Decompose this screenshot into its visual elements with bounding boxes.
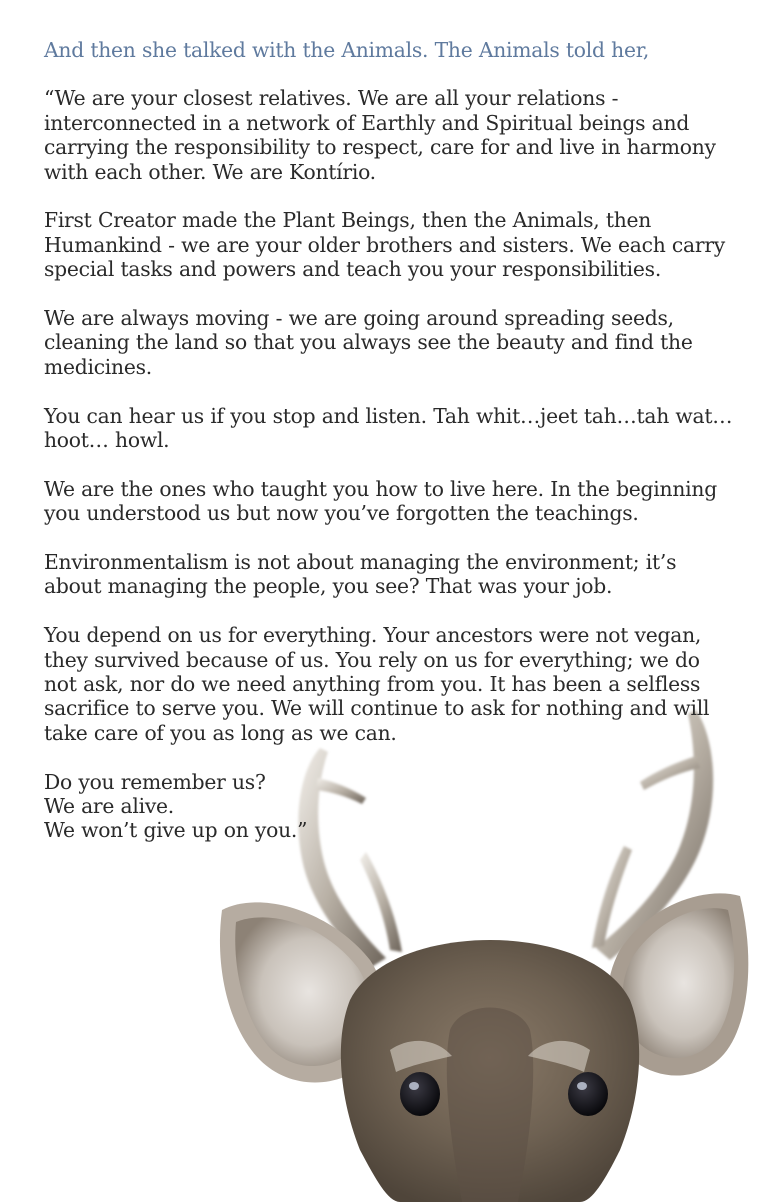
paragraph-listen: You can hear us if you stop and listen. Tah whit…jeet tah…tah wat… hoot… howl. xyxy=(44,403,733,453)
closing-line-remember: Do you remember us? xyxy=(44,769,266,794)
intro-line: And then she talked with the Animals. The Animals told her, xyxy=(44,38,650,62)
paragraph-environmentalism: Environmentalism is not about managing the environment; it’s about managing the people, you see? That was your job. xyxy=(44,550,677,599)
paragraph-teachings: We are the ones who taught you how to live here. In the beginning you understood us but now you’ve forgotten the teachings. xyxy=(44,476,717,526)
right-eye xyxy=(568,1072,608,1116)
closing-line-alive: We are alive. xyxy=(44,794,174,819)
closing-line-give-up: We won’t give up on you.” xyxy=(44,818,308,843)
story-text xyxy=(44,38,734,867)
paragraph-relatives: “We are your closest relatives. We are all your relations - interconnected in a network of Earthly and Spiritual beings and carrying the responsibility to respect, care for and live in harmony with each other. We are Kontírio. xyxy=(44,86,716,184)
paragraph-moving: We are always moving - we are going around spreading seeds, cleaning the land so that you always see the beauty and find the medicines. xyxy=(44,306,693,379)
paragraph-creator: First Creator made the Plant Beings, then the Animals, then Humankind - we are your older brothers and sisters. We each carry special tasks and powers and teach you your responsibilities. xyxy=(44,208,725,282)
head xyxy=(341,940,639,1202)
paragraph-depend: You depend on us for everything. Your ancestors were not vegan, they survived because of us. You rely on us for everything; we do not ask, nor do we need anything from you. It has been a selfless sacrifice to serve you. We will continue to ask for nothing and will take care of you as long as we can. xyxy=(44,623,710,745)
closing-lines xyxy=(44,770,734,843)
left-eye xyxy=(400,1072,440,1116)
